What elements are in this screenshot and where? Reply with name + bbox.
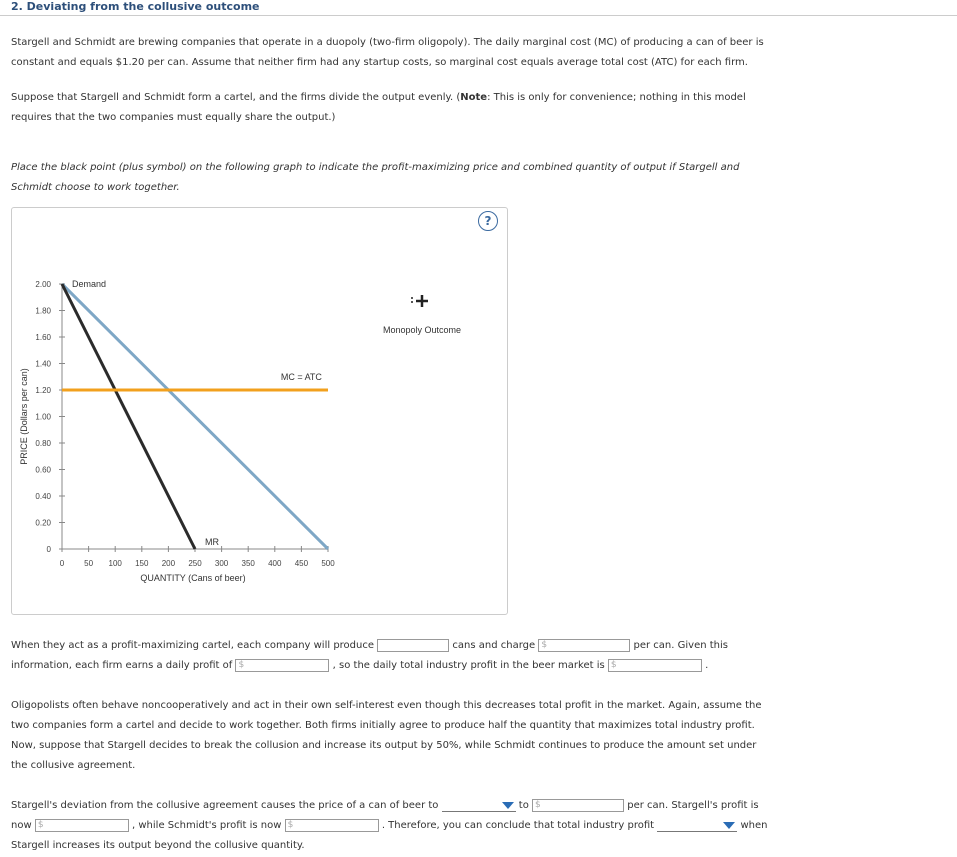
dollar-sign: $	[37, 819, 44, 830]
chevron-down-icon	[723, 822, 735, 829]
x-tick-label: 150	[135, 559, 149, 568]
deviation-line-4: the collusive agreement.	[11, 760, 136, 771]
deviation-line-1: Oligopolists often behave noncooperatively and act in their own self-interest even though this decreases total profit in the market. Again, assume the	[11, 700, 762, 711]
y-tick-label: 1.00	[35, 412, 51, 422]
q1-text-4: information, each firm earns a daily profit of	[11, 660, 233, 671]
monopoly-outcome-tool[interactable]	[383, 295, 461, 335]
mr-curve	[62, 284, 195, 549]
y-tick-label: 1.40	[35, 359, 51, 369]
cartel-question-line-2	[11, 656, 951, 676]
intro-line-2: constant and equals $1.20 per can. Assume that neither firm had any startup costs, so marginal cost equals average total cost (ATC) for each firm.	[11, 57, 748, 68]
plus-icon[interactable]	[411, 295, 428, 307]
mc-atc-label: MC = ATC	[280, 372, 322, 382]
x-tick-label: 500	[321, 559, 335, 568]
dollar-sign: $	[541, 639, 548, 650]
chevron-down-icon	[502, 802, 514, 809]
y-axis-title: PRICE (Dollars per can)	[19, 368, 29, 465]
y-tick-label: 0	[46, 545, 51, 554]
instructions-line-2: Schmidt choose to work together.	[11, 182, 180, 193]
instructions-line-1: Place the black point (plus symbol) on the following graph to indicate the profit-maximizing price and combined quantity of output if Stargell and	[11, 162, 740, 173]
x-tick-label: 350	[241, 559, 255, 568]
q2-text-1: Stargell's deviation from the collusive agreement causes the price of a can of beer to	[11, 800, 439, 811]
x-tick-label: 200	[161, 559, 176, 568]
q1-text-3: per can. Given this	[633, 640, 728, 651]
section-title: 2. Deviating from the collusive outcome	[11, 0, 260, 13]
x-axis-title: QUANTITY (Cans of beer)	[140, 573, 246, 583]
q1-text-5: , so the daily total industry profit in the beer market is	[332, 660, 605, 671]
y-tick-label: 0.60	[35, 465, 51, 475]
q2-text-3: per can. Stargell's profit is	[627, 800, 759, 811]
q2-text-4: now	[11, 820, 32, 831]
cartel-text-b: : This is only for convenience; nothing in this model	[487, 92, 746, 103]
cartel-question	[11, 636, 951, 676]
deviation-line-2: two companies form a cartel and decide to work together. Both firms initially agree to produce half the quantity that maximizes total industry profit.	[11, 720, 755, 731]
y-tick-label: 0.40	[35, 492, 51, 501]
deviation-question	[11, 796, 951, 856]
industry-profit-input[interactable]	[608, 659, 702, 672]
x-tick-label: 300	[214, 559, 229, 568]
cartel-line-2: requires that the two companies must equally share the output.)	[11, 112, 336, 123]
y-tick-label: 2.00	[35, 280, 51, 289]
x-tick-label: 450	[294, 559, 309, 568]
intro-line-1: Stargell and Schmidt are brewing companies that operate in a duopoly (two-firm oligopoly). The daily marginal cost (MC) of producing a can of beer is	[11, 37, 764, 48]
x-tick-label: 50	[84, 559, 94, 568]
q2-text-5: , while Schmidt's profit is now	[132, 820, 282, 831]
x-tick-label: 250	[188, 559, 202, 568]
dollar-sign: $	[535, 799, 541, 810]
q1-text-2: cans and charge	[452, 640, 536, 651]
cartel-price-input[interactable]	[538, 639, 630, 652]
firm-profit-input[interactable]	[235, 659, 329, 672]
q2-text-2: to	[518, 800, 529, 811]
stargell-profit-input[interactable]	[35, 819, 129, 832]
industry-profit-direction-dropdown[interactable]	[657, 819, 737, 832]
help-icon[interactable]: ?	[478, 211, 498, 231]
dollar-sign: $	[610, 659, 617, 670]
deviation-paragraph	[11, 696, 951, 776]
y-tick-label: 1.80	[35, 306, 51, 316]
demand-curve	[62, 284, 328, 549]
monopoly-outcome-label: Monopoly Outcome	[382, 325, 462, 335]
x-tick-label: 0	[59, 559, 65, 568]
y-tick-label: 1.20	[35, 386, 51, 395]
cartel-question-line-1	[11, 636, 951, 656]
y-tick-label: 1.60	[35, 333, 51, 342]
dollar-sign: $	[287, 819, 294, 830]
q1-text-6: .	[705, 660, 709, 671]
deviation-question-line-1	[11, 796, 951, 816]
deviation-line-3: Now, suppose that Stargell decides to break the collusion and increase its output by 50%, while Schmidt continues to produce the amount set under	[11, 740, 757, 751]
cartel-text-a: Suppose that Stargell and Schmidt form a cartel, and the firms divide the output evenly. (	[11, 92, 461, 103]
y-tick-label: 0.80	[35, 439, 51, 448]
new-price-input[interactable]	[532, 799, 624, 812]
x-tick-label: 400	[268, 559, 282, 568]
y-tick-label: 0.20	[35, 518, 51, 528]
dollar-sign: $	[238, 659, 245, 670]
price-direction-dropdown[interactable]	[442, 799, 516, 812]
q2-text-6: . Therefore, you can conclude that total industry profit	[381, 820, 655, 831]
q2-text-7: when	[740, 820, 768, 831]
q1-text-1: When they act as a profit-maximizing cartel, each company will produce	[11, 640, 375, 651]
demand-label: Demand	[72, 279, 107, 289]
schmidt-profit-input[interactable]	[285, 819, 379, 832]
mr-label: MR	[205, 537, 219, 547]
deviation-question-line-2	[11, 816, 951, 836]
x-tick-label: 100	[108, 559, 122, 568]
each-firm-quantity-input[interactable]	[377, 639, 449, 652]
note-label: Note	[460, 92, 488, 103]
deviation-question-line-3: Stargell increases its output beyond the collusive quantity.	[11, 840, 305, 851]
